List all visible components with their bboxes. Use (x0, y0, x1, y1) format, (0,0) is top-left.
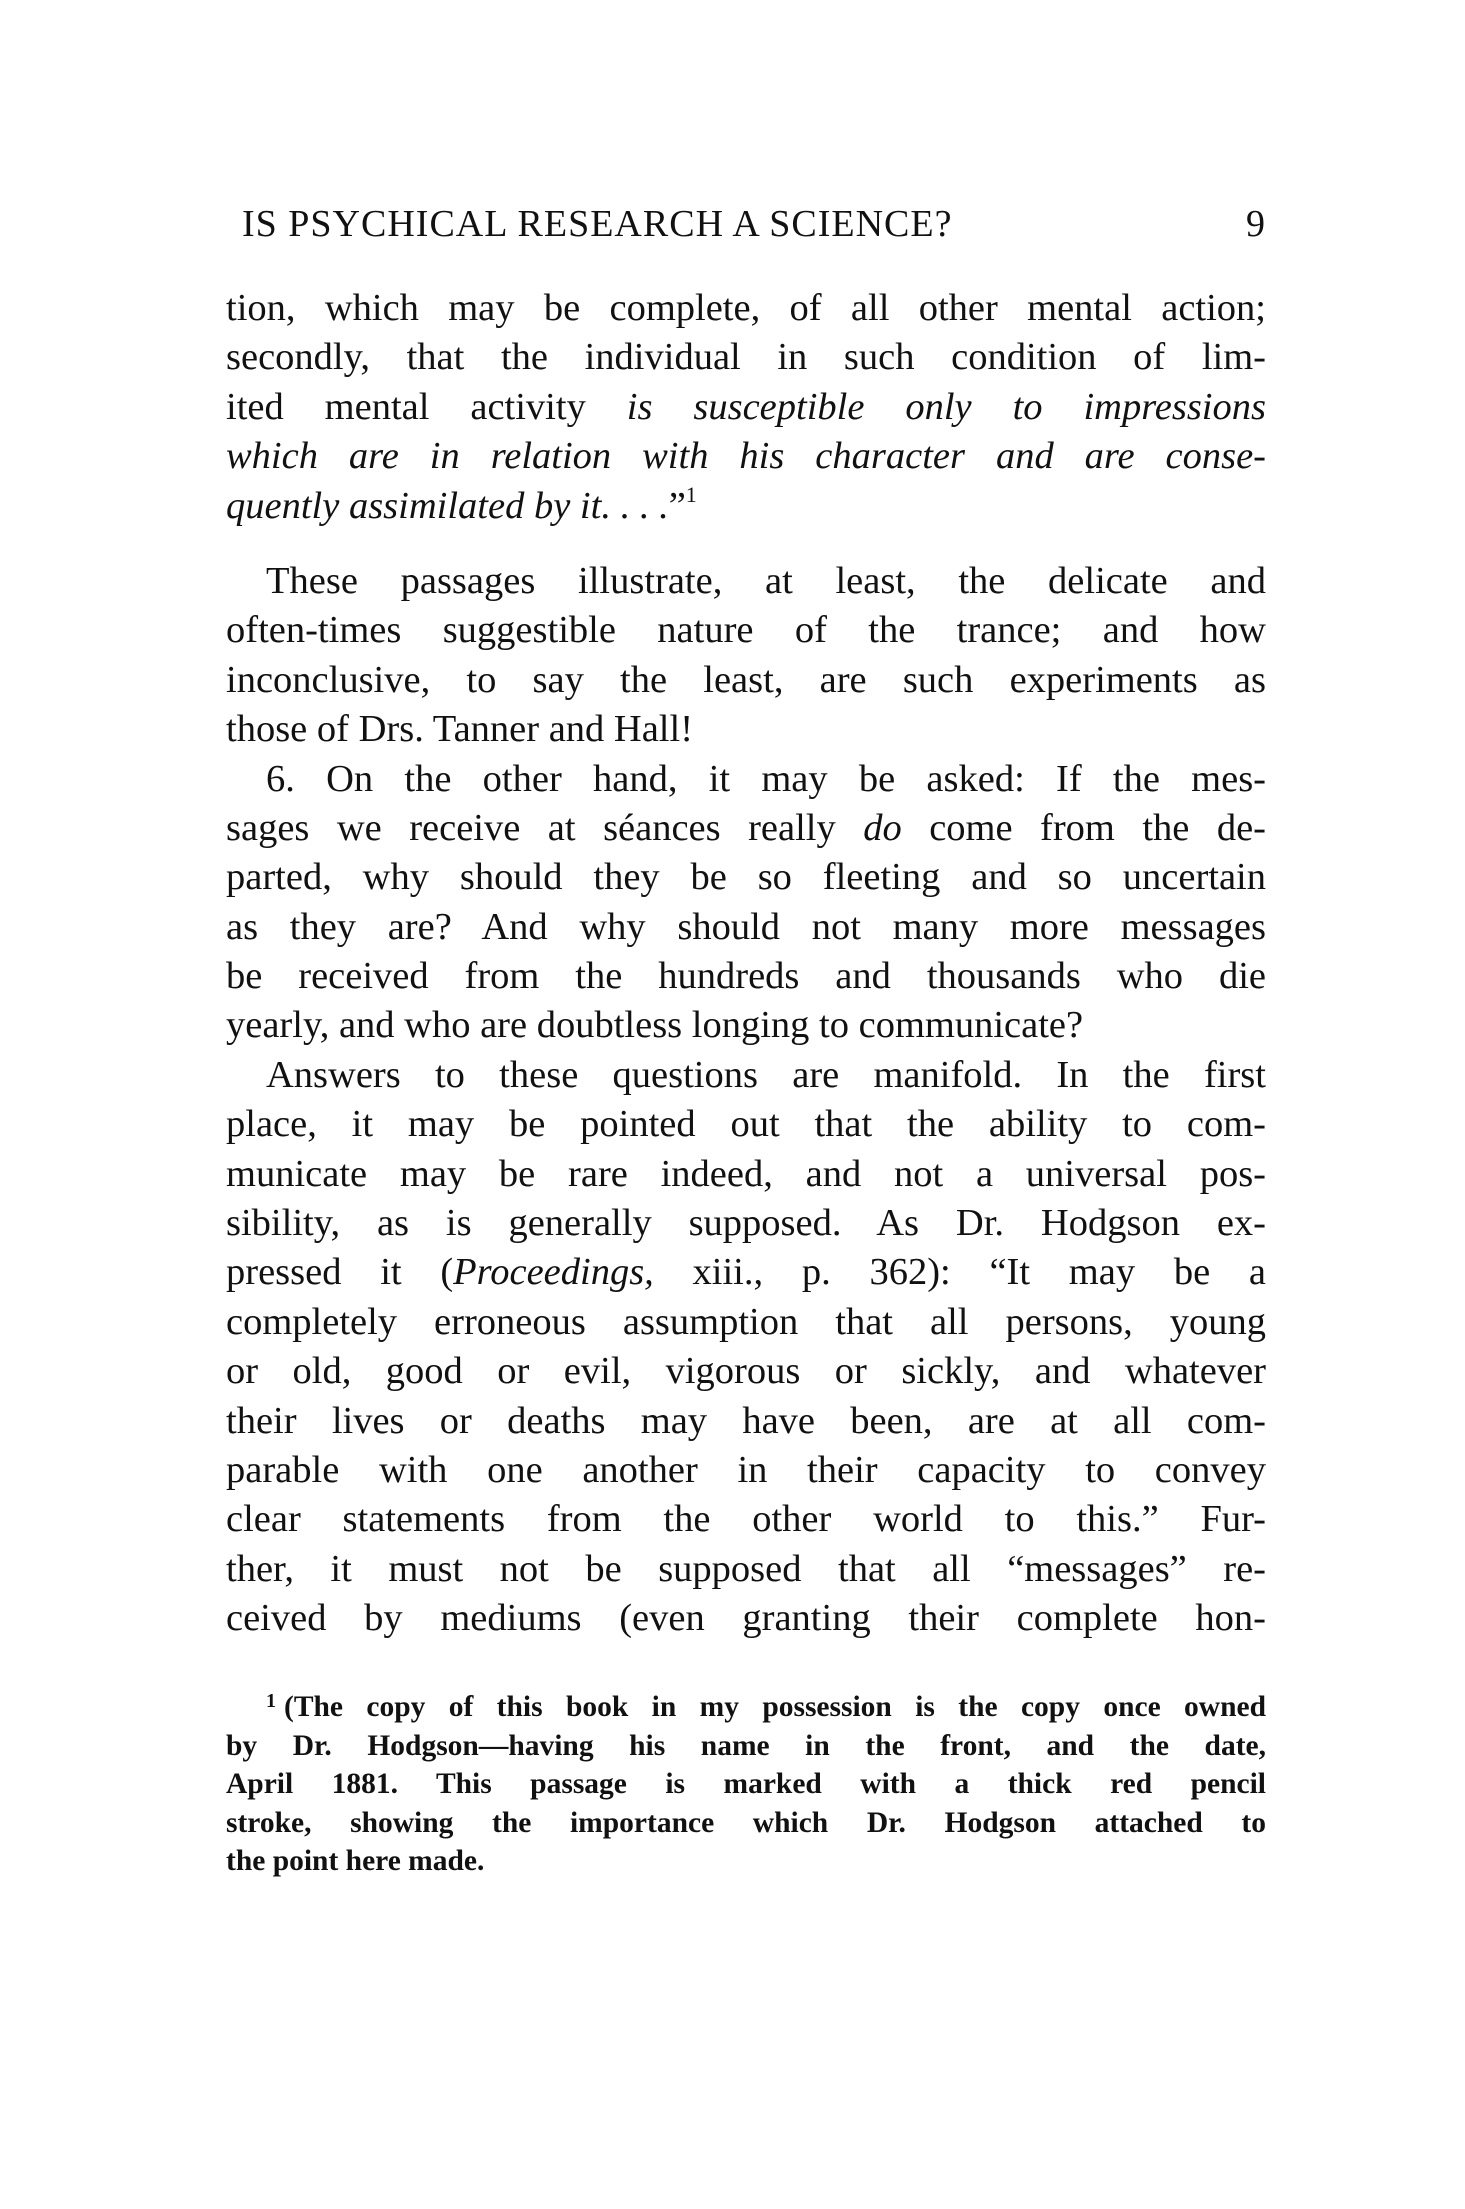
text-line: clear statements from the other world to this.” Fur- (226, 1498, 1266, 1541)
page-number: 9 (1246, 203, 1266, 245)
footnote-text: (The copy of this book in my possession is the copy once owned (284, 1691, 1266, 1723)
italic-text: which are in relation with his character and are conse- (226, 435, 1266, 478)
text-line: yearly, and who are doubtless longing to communicate? (226, 1004, 1084, 1047)
text-line: ther, it must not be supposed that all “messages” re- (226, 1547, 1266, 1590)
text-line: secondly, that the individual in such condition of lim- (226, 336, 1266, 379)
footnote-line (226, 1688, 1266, 1727)
body-text (226, 284, 1266, 1644)
italic-text: quently assimilated by it. . . . (226, 484, 669, 527)
text-span: pressed it ( (226, 1251, 454, 1294)
text-span: sages we receive at séances really (226, 806, 864, 849)
paragraph-gap (226, 531, 1266, 557)
text-line: often-times suggestible nature of the trance; and how (226, 609, 1266, 652)
text-line (226, 383, 1266, 432)
text-line: tion, which may be complete, of all other mental action; (226, 287, 1266, 329)
running-head: IS PSYCHICAL RESEARCH A SCIENCE? (242, 203, 953, 245)
text-line: completely erroneous assumption that all persons, young (226, 1300, 1266, 1343)
text-line: those of Drs. Tanner and Hall! (226, 708, 694, 751)
footnote-reference: 1 (685, 481, 697, 507)
italic-text: do (863, 806, 902, 849)
footnote (226, 1688, 1266, 1881)
text-line: 6. On the other hand, it may be asked: If the mes- (266, 757, 1266, 800)
text-line: place, it may be pointed out that the ability to com- (226, 1103, 1266, 1146)
text-span: xiii., p. 362): “It may be a (653, 1251, 1266, 1294)
text-line (226, 804, 1266, 853)
text-span: come from the de- (901, 806, 1266, 849)
footnote-line: the point here made. (226, 1845, 485, 1878)
text-line: parted, why should they be so fleeting and so uncertain (226, 856, 1266, 899)
footnote-line: April 1881. This passage is marked with a thick red pencil (226, 1768, 1266, 1801)
footnote-mark: 1 (266, 1690, 276, 1712)
text-line (226, 432, 1266, 481)
text-line: sibility, as is generally supposed. As Dr. Hodgson ex- (226, 1202, 1266, 1245)
text-line: municate may be rare indeed, and not a universal pos- (226, 1152, 1266, 1195)
text-line (226, 1248, 1266, 1297)
footnote-line: stroke, showing the importance which Dr. Hodgson attached to (226, 1806, 1266, 1839)
closing-quote: ” (668, 484, 686, 527)
text-line: Answers to these questions are manifold. In the first (266, 1053, 1266, 1096)
italic-text: Proceedings, (453, 1251, 654, 1294)
text-line: their lives or deaths may have been, are at all com- (226, 1399, 1266, 1442)
text-line: or old, good or evil, vigorous or sickly, and whatever (226, 1350, 1266, 1393)
footnote-line: by Dr. Hodgson—having his name in the front, and the date, (226, 1729, 1266, 1762)
text-line: inconclusive, to say the least, are such experiments as (226, 658, 1266, 701)
text-line: parable with one another in their capacity to convey (226, 1448, 1266, 1491)
text-line: be received from the hundreds and thousands who die (226, 955, 1266, 998)
text-line: as they are? And why should not many more messages (226, 905, 1266, 948)
text-span: ited mental activity (226, 385, 627, 428)
text-line: These passages illustrate, at least, the delicate and (266, 559, 1266, 602)
text-line: ceived by mediums (even granting their complete hon- (226, 1597, 1266, 1640)
italic-text: is susceptible only to impressions (626, 385, 1266, 428)
page-header (236, 196, 1266, 256)
text-line (226, 482, 1266, 531)
